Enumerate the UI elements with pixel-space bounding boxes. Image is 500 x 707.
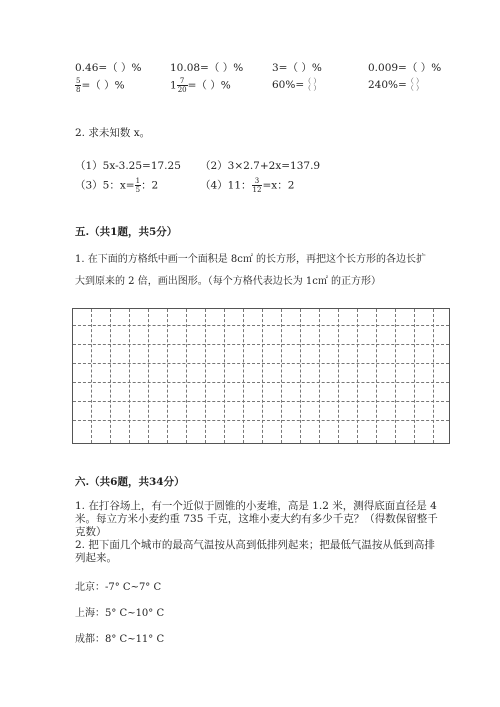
city-temperature: 上海：5° C~10° C xyxy=(75,608,165,619)
conversion-item: 10.08=（ ）% xyxy=(170,62,244,74)
city-temperature: 成都：8° C~11° C xyxy=(75,634,165,645)
grid-line xyxy=(433,309,434,443)
grid-line xyxy=(338,309,339,443)
fraction: $\frac{5}{8}$ xyxy=(76,77,81,94)
grid-line xyxy=(243,309,244,443)
question-text: 2. 把下面几个城市的最高气温按从高到低排列起来；把最低气温按从低到高排 列起来。 xyxy=(75,539,435,564)
conversion-item: 60%= （ ） （ ） xyxy=(272,77,321,92)
grid-line xyxy=(224,309,225,443)
grid-paper xyxy=(72,308,450,444)
grid-line xyxy=(395,309,396,443)
grid-line xyxy=(110,309,111,443)
city-temperature: 北京：-7° C~7° C xyxy=(75,582,162,593)
grid-line xyxy=(319,309,320,443)
question-text: 1. 在下面的方格纸中画一个面积是 8c㎡ 的长方形，再把这个长方形的各边长扩 xyxy=(75,254,427,265)
grid-line xyxy=(148,309,149,443)
grid-line xyxy=(414,309,415,443)
conversion-item: 1 $\frac{7}{20}$ =（ ）% xyxy=(170,77,231,94)
grid-line xyxy=(91,309,92,443)
fraction: $\frac{1}{5}$ xyxy=(135,177,141,194)
conversion-item: 240%= （ ） （ ） xyxy=(368,77,424,92)
equation: （2）3×2.7+2x=137.9 xyxy=(200,160,321,172)
equation: （3）5：x= $\frac{1}{5}$ ：2 xyxy=(75,177,159,194)
conversion-item: 0.009=（ ）% xyxy=(368,62,442,74)
grid-line xyxy=(300,309,301,443)
conversion-item: 3=（ ）% xyxy=(272,62,322,74)
fraction: $\frac{3}{12}$ xyxy=(252,177,262,194)
equation: （4）11： $\frac{3}{12}$ =x：2 xyxy=(200,177,295,194)
grid-line xyxy=(357,309,358,443)
equation: （1）5x-3.25=17.25 xyxy=(75,160,181,172)
grid-line xyxy=(376,309,377,443)
conversion-item: $\frac{5}{8}$ =（ ）% xyxy=(76,77,125,94)
grid-line xyxy=(205,309,206,443)
question-text: 1. 在打谷场上，有一个近似于圆锥的小麦堆，高是 1.2 米，测得底面直径是 4 米。每立方米小麦约重 735 千克，这堆小麦大约有多少千克？（得数保留整千 克数） xyxy=(75,500,438,538)
grid-line xyxy=(281,309,282,443)
section-title: 六.（共6题，共34分） xyxy=(75,476,185,488)
conversion-item: 0.46=（ ）% xyxy=(75,62,142,74)
fraction: $\frac{7}{20}$ xyxy=(177,77,187,94)
grid-line xyxy=(129,309,130,443)
section-title: 五.（共1题，共5分） xyxy=(75,226,178,238)
grid-line xyxy=(186,309,187,443)
question-title: 2. 求未知数 x。 xyxy=(75,127,151,139)
grid-line xyxy=(167,309,168,443)
grid-line xyxy=(262,309,263,443)
question-text: 大到原来的 2 倍，画出图形。（每个方格代表边长为 1c㎡ 的正方形） xyxy=(75,276,382,287)
